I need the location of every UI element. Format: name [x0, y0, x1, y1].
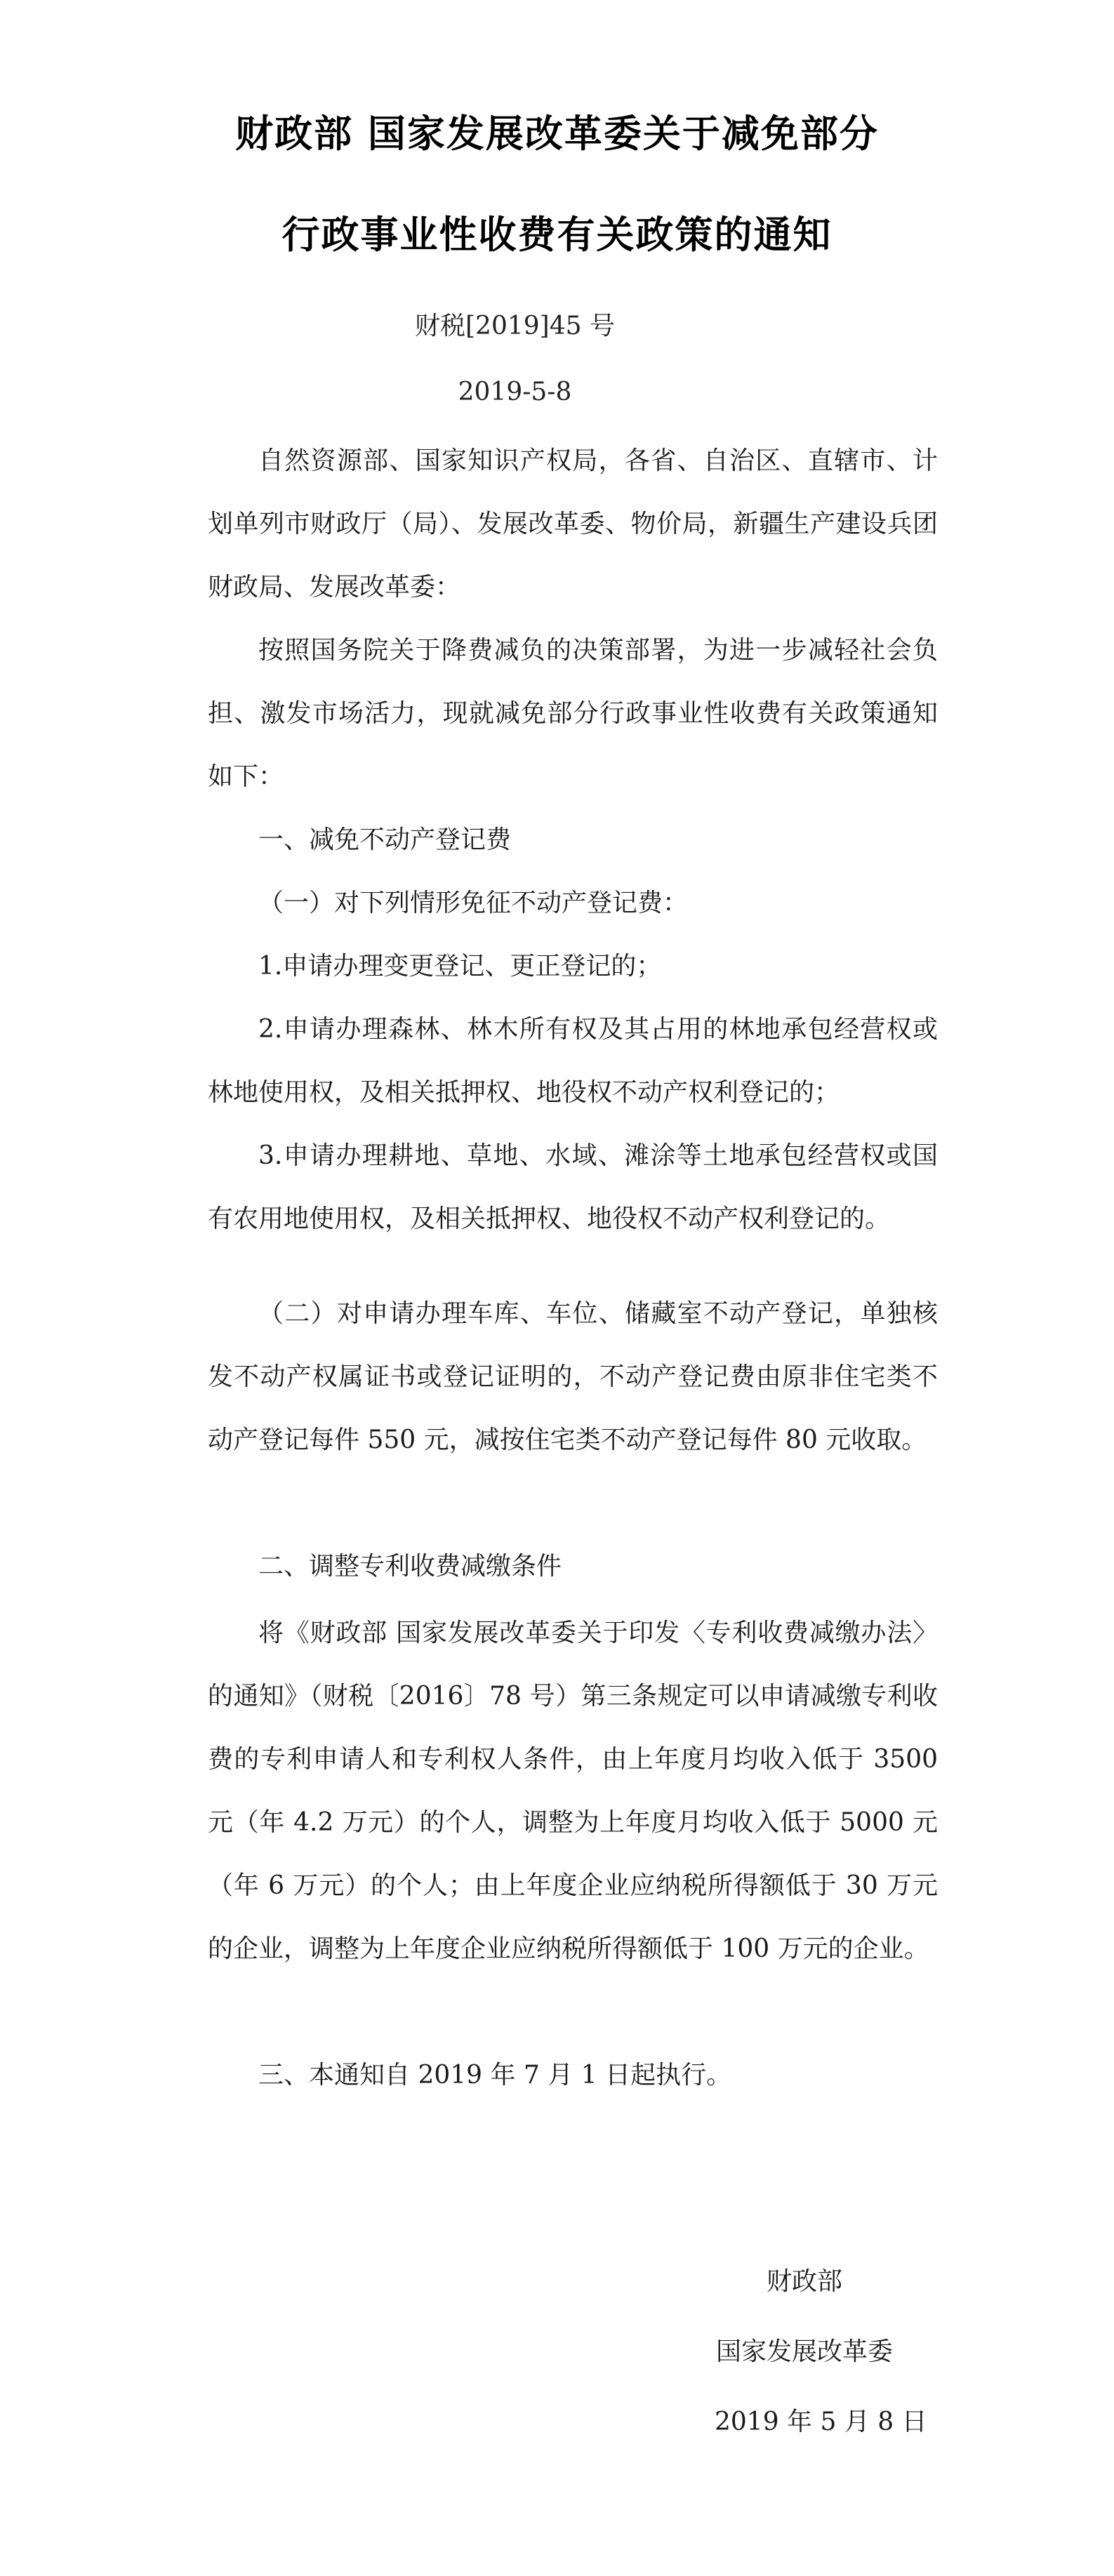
title-line-2: 行政事业性收费有关政策的通知	[281, 213, 833, 257]
signature-org-1: 财政部	[767, 2267, 843, 2296]
title-line-1: 财政部 国家发展改革委关于减免部分	[235, 112, 879, 156]
section-1-item-1: 1.申请办理变更登记、更正登记的；	[258, 952, 662, 981]
section-2-body: 将《财政部 国家发展改革委关于印发〈专利收费减缴办法〉的通知》（财税〔2016〕78 号）第三条规定可以申请减缴专利收费的专利申请人和专利权人条件，由上年度月均收入低于 3500 元（年 4.2 万元）的个人，调整为上年度月均收入低于 5000 元（年 6 万元）的个人；由上年度企业应纳税所得额低于 30 万元的企业，调整为上年度企业应纳税所得额低于 100 万元的企业。	[208, 1619, 938, 1963]
section-1-item-2: 2.申请办理森林、林木所有权及其占用的林地承包经营权或林地使用权，及相关抵押权、地役权不动产权利登记的；	[208, 1015, 938, 1107]
section-2-heading: 二、调整专利收费减缴条件	[258, 1552, 562, 1581]
document-number: 财税[2019]45 号	[415, 312, 615, 340]
section-1-subsection-2: （二）对申请办理车库、车位、储藏室不动产登记，单独核发不动产权属证书或登记证明的，不动产登记费由原非住宅类不动产登记每件 550 元，减按住宅类不动产登记每件 80 元收取。	[208, 1299, 938, 1454]
section-1-subsection-1: （一）对下列情形免征不动产登记费：	[258, 889, 689, 917]
section-1-item-3: 3.申请办理耕地、草地、水域、滩涂等土地承包经营权或国有农用地使用权，及相关抵押权、地役权不动产权利登记的。	[208, 1141, 938, 1233]
section-1-heading: 一、减免不动产登记费	[258, 825, 512, 854]
recipients-paragraph: 自然资源部、国家知识产权局，各省、自治区、直辖市、计划单列市财政厅（局）、发展改革委、物价局，新疆生产建设兵团财政局、发展改革委：	[208, 446, 938, 602]
signature-date: 2019 年 5 月 8 日	[715, 2408, 927, 2436]
issue-date: 2019-5-8	[458, 378, 572, 406]
signature-org-2: 国家发展改革委	[716, 2337, 894, 2366]
section-3-heading: 三、本通知自 2019 年 7 月 1 日起执行。	[258, 2061, 732, 2090]
intro-paragraph: 按照国务院关于降费减负的决策部署，为进一步减轻社会负担、激发市场活力，现就减免部分行政事业性收费有关政策通知如下：	[208, 636, 938, 791]
